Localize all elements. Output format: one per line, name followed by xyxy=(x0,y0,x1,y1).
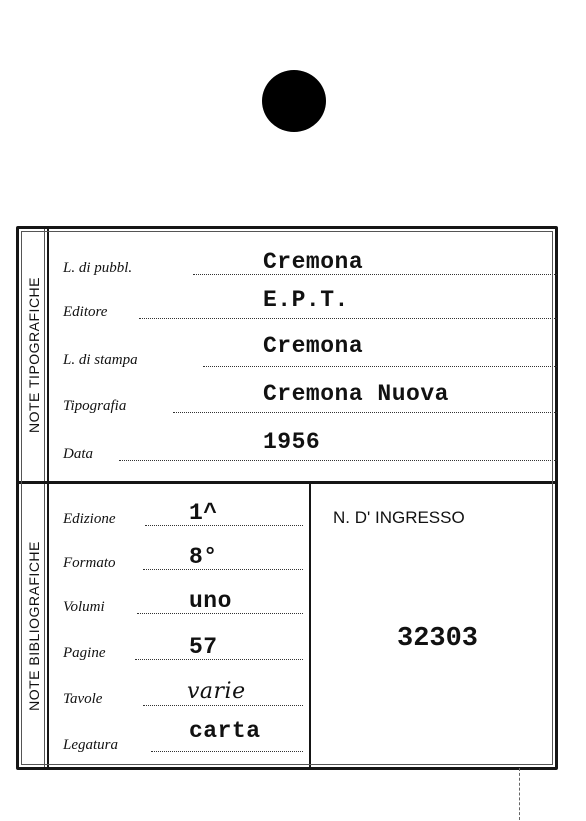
field-label: Formato xyxy=(63,555,116,571)
field-label: Volumi xyxy=(63,599,105,615)
field-tipografia xyxy=(63,381,557,417)
field-label: Editore xyxy=(63,304,108,320)
field-formato xyxy=(63,544,303,574)
field-editore xyxy=(63,287,557,323)
field-value: 1^ xyxy=(189,500,218,526)
field-value: uno xyxy=(189,588,232,614)
field-label: Data xyxy=(63,446,93,462)
field-label: L. di pubbl. xyxy=(63,260,133,276)
field-value: Cremona xyxy=(263,333,364,359)
note-tipografiche-sidebar xyxy=(19,229,49,481)
ingresso-label: N. D' INGRESSO xyxy=(333,508,465,527)
edge-mark xyxy=(519,768,521,820)
column-divider xyxy=(309,484,311,767)
catalog-card xyxy=(16,226,558,770)
field-volumi xyxy=(63,588,303,618)
note-tipografiche-section xyxy=(19,229,555,481)
field-data xyxy=(63,429,557,465)
field-label: Edizione xyxy=(63,511,116,527)
field-luogo-stampa xyxy=(63,333,557,371)
field-value: carta xyxy=(189,718,261,744)
note-tipografiche-label: NOTE TIPOGRAFICHE xyxy=(26,276,42,434)
field-value: 8° xyxy=(189,544,218,570)
field-label: Tavole xyxy=(63,691,103,707)
field-tavole xyxy=(63,680,303,710)
field-luogo-pubblicazione xyxy=(63,249,557,279)
field-edizione xyxy=(63,500,303,530)
ingresso-number: 32303 xyxy=(397,624,479,654)
field-label: Pagine xyxy=(63,645,106,661)
note-bibliografiche-label: NOTE BIBLIOGRAFICHE xyxy=(26,540,42,711)
field-label: Tipografia xyxy=(63,398,127,414)
field-value: E.P.T. xyxy=(263,287,349,313)
field-value: Cremona xyxy=(263,249,364,275)
field-pagine xyxy=(63,634,303,664)
field-legatura xyxy=(63,718,303,756)
field-value: varie xyxy=(187,679,246,704)
field-label: Legatura xyxy=(63,737,119,753)
field-value: 1956 xyxy=(263,429,321,455)
note-bibliografiche-sidebar xyxy=(19,484,49,767)
field-value: Cremona Nuova xyxy=(263,381,449,407)
note-bibliografiche-section xyxy=(19,484,555,767)
field-label: L. di stampa xyxy=(63,352,138,368)
field-value: 57 xyxy=(189,634,218,660)
punch-hole xyxy=(262,70,326,132)
